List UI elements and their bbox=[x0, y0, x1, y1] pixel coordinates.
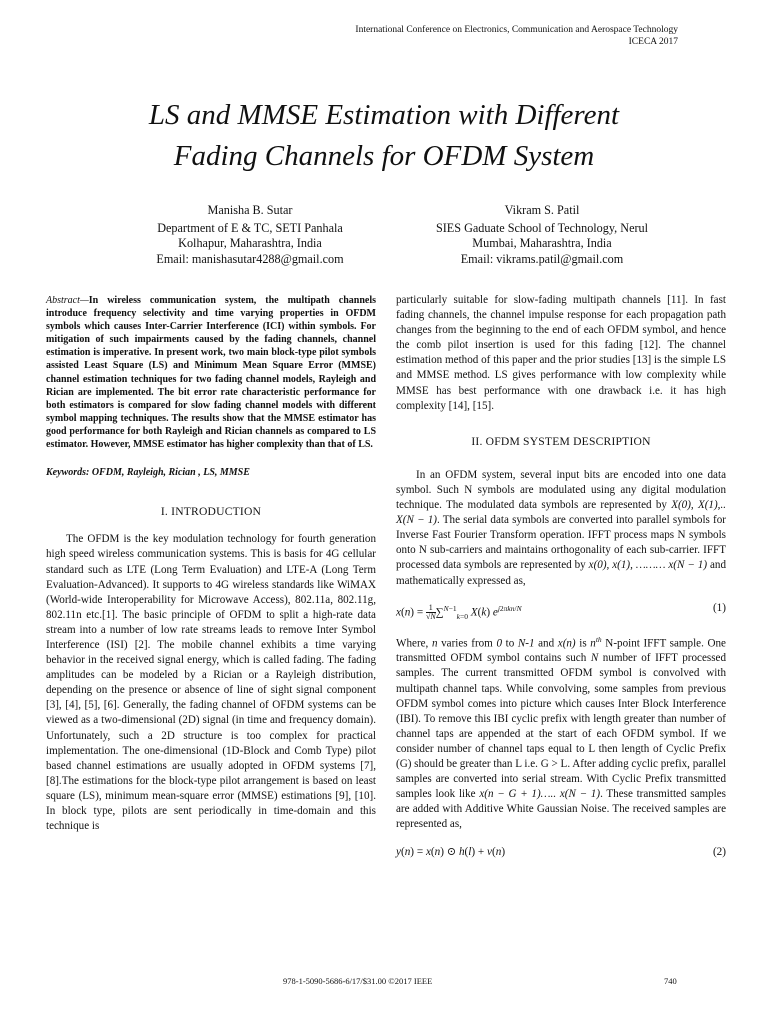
section-heading-introduction: I. INTRODUCTION bbox=[160, 505, 262, 519]
equation-1 bbox=[396, 598, 726, 622]
author-email: Email: manishasutar4288@gmail.com bbox=[156, 251, 344, 266]
keywords: Keywords: OFDM, Rayleigh, Rician , LS, MMSE bbox=[46, 467, 250, 479]
text-run: N-point IFFT sample. One transmitted OFDM symbol contains such bbox=[396, 637, 726, 665]
math-superscript: th bbox=[595, 634, 602, 644]
text-run: to bbox=[501, 637, 518, 650]
math-inline: X(0), X(1),.. X(N − 1) bbox=[396, 499, 726, 527]
paper-title bbox=[0, 95, 768, 177]
section-heading-ofdm: II. OFDM SYSTEM DESCRIPTION bbox=[471, 434, 651, 448]
author-dept: Department of E & TC, SETI Panhala bbox=[157, 220, 343, 235]
right-column bbox=[396, 293, 726, 876]
equation-1-number: (1) bbox=[712, 601, 726, 614]
ofdm-paragraph-2 bbox=[396, 632, 726, 833]
conference-header bbox=[355, 24, 678, 48]
text-run: number of IFFT processed samples. The current transmitted OFDM symbol is convolved with multipath channel taps. While convolving, some samples from previous OFDM symbol comes into picture which causes Inter Block Interference (IBI). To remove this IBI cyclic prefix with length greater than number of channel taps are appended at the start of each OFDM symbol. If we consider number of channel taps equal to L then length of Cyclic Prefix (G) should be greater than L i.e. G > L. After adding cyclic prefix, parallel samples are converted into serial stream. With Cyclic Prefix transmitted samples look like bbox=[396, 652, 726, 801]
equation-1-expression: x(n) = $\frac{1}{√N}$ ∑$^{N-1}_{k=0}$ X(k) $e^{j2\pi kn/N}$ bbox=[396, 603, 522, 622]
author-name: Manisha B. Sutar bbox=[207, 203, 293, 217]
footer-copyright: 978-1-5090-5686-6/17/$31.00 ©2017 IEEE bbox=[283, 976, 433, 986]
math-inline: N bbox=[590, 652, 599, 665]
abstract bbox=[46, 294, 376, 451]
author-block-1 bbox=[110, 203, 390, 267]
author-block-2 bbox=[402, 203, 682, 267]
math-inline: n bbox=[431, 637, 438, 650]
conference-abbr: ICECA 2017 bbox=[628, 37, 678, 47]
math-inline: x(n − G + 1)….. x(N − 1) bbox=[479, 788, 601, 801]
author-name: Vikram S. Patil bbox=[504, 203, 580, 217]
introduction-continued: particularly suitable for slow-fading multipath channels [11]. In fast fading channels, the channel impulse response for each propagation path changes from the beginning to the end of each OFDM symbol, and hence the comb pilot insertion is used for this fading [12]. The channel estimation method of this paper and the prior studies [13] is the simple LS and MMSE method. LS gives performance with low complexity while MMSE has best performance with one drawback i.e. it has high complexity [14], [15]. bbox=[396, 294, 726, 412]
text-run: and mathematically expressed as, bbox=[396, 559, 726, 587]
text-run: Where, bbox=[396, 637, 432, 650]
text-run: varies from bbox=[437, 637, 497, 650]
math-inline: N-1 bbox=[517, 637, 535, 650]
abstract-lead: Abstract— bbox=[46, 295, 89, 306]
math-inline: n bbox=[590, 637, 596, 650]
author-location: Mumbai, Maharashtra, India bbox=[472, 236, 612, 250]
math-inline: x(0), x(1), ……… x(N − 1) bbox=[588, 559, 708, 572]
text-run: . These transmitted samples are added with Additive White Gaussian Noise. The received samples are represented as, bbox=[396, 788, 726, 831]
equation-2 bbox=[396, 842, 726, 866]
text-run: is bbox=[575, 637, 591, 650]
author-location: Kolhapur, Maharashtra, India bbox=[178, 236, 322, 250]
equation-2-expression: y(n) = x(n) ⊙ h(l) + v(n) bbox=[396, 845, 506, 858]
author-email: Email: vikrams.patil@gmail.com bbox=[460, 251, 624, 266]
title-line-1: LS and MMSE Estimation with Different bbox=[148, 99, 620, 131]
introduction-text: The OFDM is the key modulation technology for fourth generation high speed wireless communication systems. This is basis for 4G cellular standard such as LTE (Long Term Evaluation) and LTE-A (Long Term Evaluation-Advanced). It supports to 4G wireless standards like WiMAX (World-wide Interoperability for Microwave Access), 802.11a, 802.11g, 802.11n etc.[1]. The basic principle of OFDM to split a high-rate data stream into a number of low rate streams leads to remove Inter Symbol Interference (ISI) [2]. The mobile channel exhibits a time varying behavior in the received signal energy, which is called fading. The fading amplitudes can be modeled by a Rician or a Rayleigh distribution, depending on the presence or absence of line of sight signal component [3], [4], [5], [6]. Generally, the fading channel of OFDM systems can be viewed as a two-dimensional (2D) signal (in time and frequency domain). Unfortunately, such a 2D structure is too complex for practical implementation. The one-dimensional (1D-Block and Comb Type) pilot based channel estimations are usually adopted in OFDM systems [7], [8].The estimations for the block-type pilot arrangement is based on least square (LS), minimum mean-square error (MMSE) estimations [9], [10]. In block type, pilots are sent periodically in time-domain and this technique is bbox=[46, 533, 376, 833]
page-number: 740 bbox=[664, 976, 677, 986]
text-run: . The serial data symbols are converted into parallel symbols for Inverse Fast Fourier Transform operation. IFFT process maps N symbols onto N sub-carriers and maintains orthogonality of each sub-carrier. IFFT processed data symbols are represented by bbox=[396, 514, 726, 572]
left-column bbox=[46, 294, 376, 834]
text-run: and bbox=[534, 637, 558, 650]
author-dept: SIES Gaduate School of Technology, Nerul bbox=[435, 220, 649, 235]
equation-2-number: (2) bbox=[712, 845, 726, 858]
ofdm-paragraph-1 bbox=[396, 468, 726, 589]
math-inline: x(n) bbox=[557, 637, 576, 650]
math-inline: 0 bbox=[496, 637, 502, 650]
abstract-text: In wireless communication system, the multipath channels introduce frequency selectivity and time varying properties in OFDM symbols which causes Inter-Carrier Interference (ICI) within symbols. For mitigation of such impairments caused by the fading channels, channel estimation is imperative. In present work, two main block-type pilot symbols assisted Least Square (LS) and Minimum Mean Square Error (MMSE) channel estimation techniques for two fading channel models, Rayleigh and Rician are implemented. The bit error rate characteristic performance for both estimators is compared for slow fading channel models with different symbol mapping techniques. The results show that the MMSE estimator has good performance for both Rayleigh and Rician channels as compared to LS estimator. However, MMSE estimator has higher complexity than that of LS. bbox=[46, 295, 376, 451]
title-line-2: Fading Channels for OFDM System bbox=[173, 140, 595, 172]
text-run: In an OFDM system, several input bits are encoded into one data symbol. Such N symbols are modulated using any digital modulation technique. The modulated data symbols are represented by bbox=[396, 468, 726, 512]
conference-name: International Conference on Electronics, Communication and Aerospace Technology bbox=[355, 25, 678, 35]
